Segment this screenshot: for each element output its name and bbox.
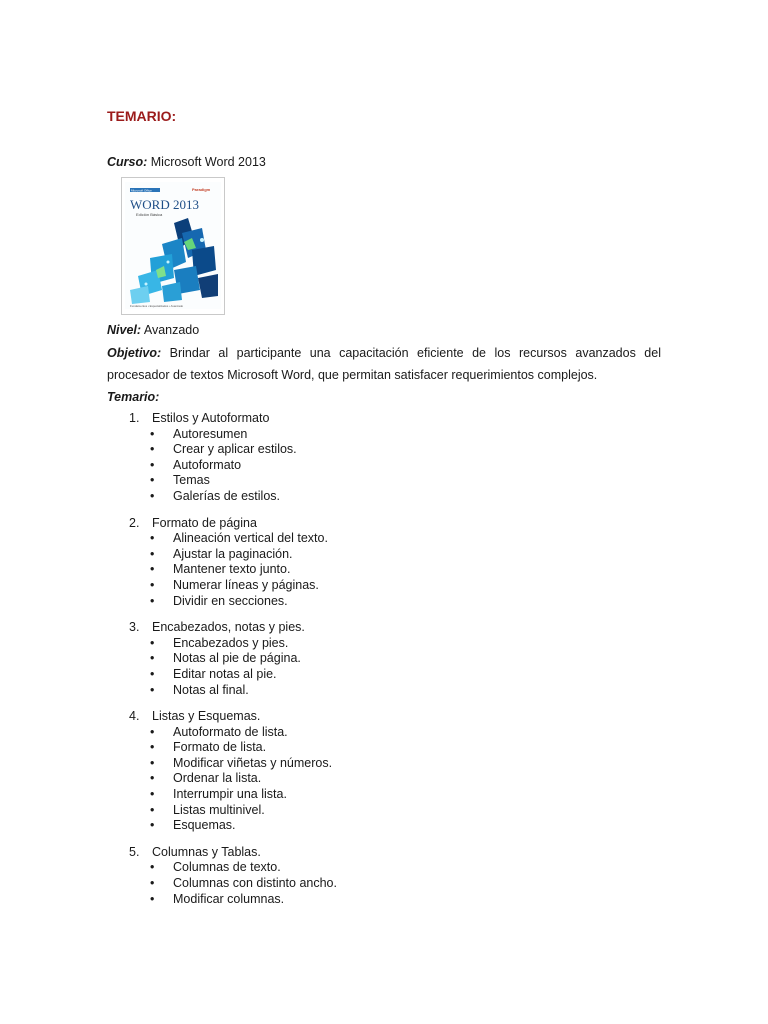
subtopic-text: Modificar columnas.: [173, 891, 285, 906]
subtopic-text: Editar notas al pie.: [173, 666, 277, 681]
topic-title: Encabezados, notas y pies.: [152, 620, 305, 635]
bullet-icon: •: [150, 577, 155, 592]
subtopic-item: [107, 787, 667, 803]
level-label: Nivel:: [107, 323, 142, 337]
topic-item: [107, 845, 667, 907]
topic-number: 4.: [129, 709, 140, 724]
subtopic-text: Columnas con distinto ancho.: [173, 876, 337, 891]
subtopic-item: [107, 771, 667, 787]
bullet-icon: •: [150, 860, 155, 875]
topic-heading: [107, 411, 667, 427]
bullet-icon: •: [150, 473, 155, 488]
subtopic-list: [107, 636, 667, 698]
subtopic-text: Formato de lista.: [173, 740, 267, 755]
temario-label-text: Temario:: [107, 390, 160, 404]
bullet-icon: •: [150, 755, 155, 770]
bullet-icon: •: [150, 562, 155, 577]
bullet-icon: •: [150, 651, 155, 666]
subtopic-item: [107, 860, 667, 876]
book-cover-art: [122, 178, 224, 314]
topic-item: [107, 620, 667, 698]
temario-label: [107, 386, 661, 408]
subtopic-text: Ajustar la paginación.: [173, 546, 293, 561]
subtopic-item: [107, 876, 667, 892]
subtopic-item: [107, 531, 667, 547]
subtopic-item: [107, 756, 667, 772]
cover-publisher: Paradigm: [192, 187, 211, 192]
subtopic-text: Listas multinivel.: [173, 802, 265, 817]
topic-number: 3.: [129, 620, 140, 635]
subtopic-item: [107, 489, 667, 505]
subtopic-item: [107, 547, 667, 563]
level-value: Avanzado: [141, 323, 200, 337]
cover-subtitle: Edición Básica: [136, 212, 163, 217]
subtopic-item: [107, 427, 667, 443]
subtopic-item: [107, 651, 667, 667]
subtopic-list: [107, 531, 667, 609]
topic-number: 5.: [129, 844, 140, 859]
subtopic-text: Crear y aplicar estilos.: [173, 442, 297, 457]
subtopic-text: Galerías de estilos.: [173, 488, 280, 503]
book-cover-image: [121, 177, 225, 315]
level-line: [107, 319, 661, 341]
subtopic-text: Mantener texto junto.: [173, 562, 291, 577]
bullet-icon: •: [150, 740, 155, 755]
subtopic-item: [107, 594, 667, 610]
bullet-icon: •: [150, 891, 155, 906]
topic-title: Listas y Esquemas.: [152, 709, 261, 724]
bullet-icon: •: [150, 876, 155, 891]
bullet-icon: •: [150, 666, 155, 681]
bullet-icon: •: [150, 802, 155, 817]
subtopic-text: Numerar líneas y páginas.: [173, 577, 319, 592]
subtopic-text: Temas: [173, 473, 210, 488]
subtopic-list: [107, 860, 667, 907]
subtopic-item: [107, 562, 667, 578]
subtopic-text: Notas al pie de página.: [173, 651, 301, 666]
topic-list: [107, 411, 667, 918]
topic-heading: [107, 709, 667, 725]
course-label: Curso:: [107, 155, 148, 169]
bullet-icon: •: [150, 531, 155, 546]
topic-heading: [107, 620, 667, 636]
topic-item: [107, 516, 667, 610]
bullet-icon: •: [150, 457, 155, 472]
subtopic-item: [107, 578, 667, 594]
objective-paragraph: [107, 342, 661, 386]
subtopic-item: [107, 473, 667, 489]
bullet-icon: •: [150, 787, 155, 802]
course-line: [107, 151, 661, 173]
subtopic-text: Autoformato de lista.: [173, 724, 288, 739]
subtopic-item: [107, 683, 667, 699]
bullet-icon: •: [150, 771, 155, 786]
topic-heading: [107, 516, 667, 532]
cover-series: Microsoft Office: [131, 188, 152, 193]
subtopic-text: Modificar viñetas y números.: [173, 755, 333, 770]
subtopic-item: [107, 818, 667, 834]
cover-title: WORD 2013: [130, 197, 199, 212]
bullet-icon: •: [150, 546, 155, 561]
subtopic-text: Autoresumen: [173, 426, 248, 441]
subtopic-item: [107, 725, 667, 741]
subtopic-item: [107, 803, 667, 819]
subtopic-text: Ordenar la lista.: [173, 771, 262, 786]
topic-item: [107, 411, 667, 505]
subtopic-list: [107, 725, 667, 834]
subtopic-text: Autoformato: [173, 457, 242, 472]
subtopic-item: [107, 667, 667, 683]
subtopic-item: [107, 458, 667, 474]
topic-number: 1.: [129, 411, 140, 425]
page-title: TEMARIO:: [107, 108, 177, 124]
subtopic-text: Alineación vertical del texto.: [173, 531, 328, 546]
topic-heading: [107, 845, 667, 861]
objective-text: Brindar al participante una capacitación eficiente de los recursos avanzados del procesador de textos Microsoft Word, que permitan satisfacer requerimientos complejos.: [107, 346, 661, 382]
subtopic-text: Esquemas.: [173, 818, 236, 833]
bullet-icon: •: [150, 426, 155, 441]
subtopic-item: [107, 636, 667, 652]
topic-item: [107, 709, 667, 834]
bullet-icon: •: [150, 724, 155, 739]
topic-number: 2.: [129, 515, 140, 530]
subtopic-text: Interrumpir una lista.: [173, 787, 287, 802]
topic-title: Estilos y Autoformato: [152, 411, 270, 425]
subtopic-text: Notas al final.: [173, 682, 249, 697]
course-value: Microsoft Word 2013: [147, 155, 266, 169]
cover-footer: Fundamentos • Especializados • Avanzado: [130, 304, 184, 308]
bullet-icon: •: [150, 442, 155, 457]
subtopic-list: [107, 427, 667, 505]
subtopic-text: Columnas de texto.: [173, 860, 281, 875]
bullet-icon: •: [150, 488, 155, 503]
subtopic-item: [107, 740, 667, 756]
subtopic-text: Encabezados y pies.: [173, 635, 289, 650]
topic-title: Columnas y Tablas.: [152, 844, 261, 859]
subtopic-item: [107, 892, 667, 908]
subtopic-item: [107, 442, 667, 458]
bullet-icon: •: [150, 635, 155, 650]
bullet-icon: •: [150, 593, 155, 608]
bullet-icon: •: [150, 682, 155, 697]
topic-title: Formato de página: [152, 515, 257, 530]
objective-label: Objetivo:: [107, 346, 162, 360]
bullet-icon: •: [150, 818, 155, 833]
subtopic-text: Dividir en secciones.: [173, 593, 288, 608]
